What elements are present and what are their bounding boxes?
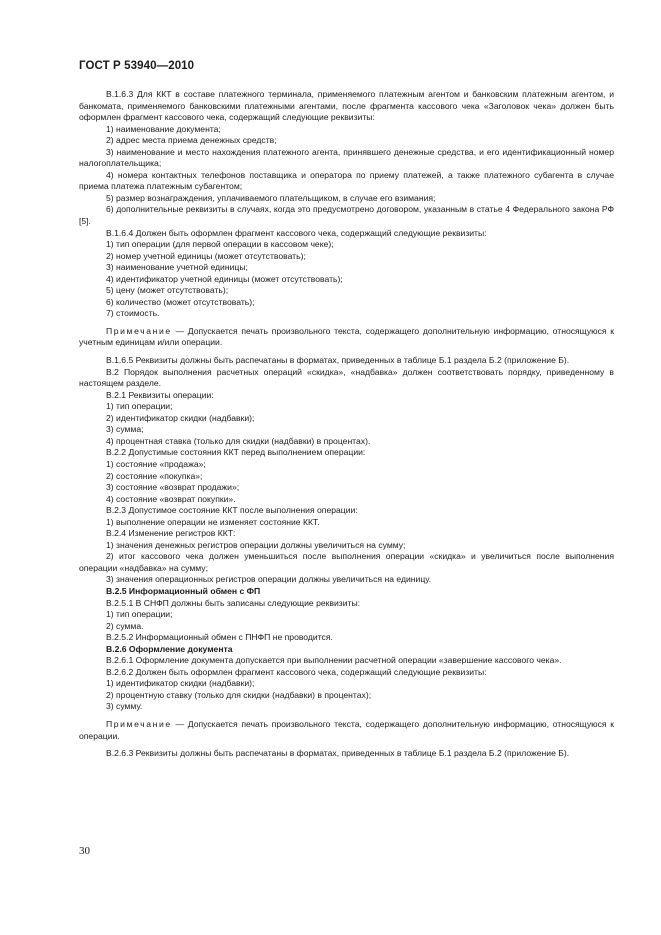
list-item: 1) идентификатор скидки (надбавки); (106, 678, 255, 689)
list-item: 2) состояние «покупка»; (106, 470, 203, 481)
document-body (79, 89, 614, 760)
list-item: 2) итог кассового чека должен уменьшиться после выполнения операции «скидка» и увеличиться после выполнения операции «надбавка» на сумму; (79, 551, 614, 573)
list-item: 3) значения операционных регистров операции должны увеличиться на единицу. (106, 574, 432, 585)
list-item: 4) идентификатор учетной единицы (может отсутствовать); (106, 273, 343, 284)
paragraph: В.2.6.3 Реквизиты должны быть распечатаны в форматах, приведенных в таблице Б.1 раздела Б.2 (приложение Б). (106, 748, 570, 759)
paragraph: В.2.1 Реквизиты операции: (106, 389, 214, 400)
page-number: 30 (79, 845, 90, 857)
note-text: — Допускается печать произвольного текста, содержащего дополнительную информацию, относящуюся к учетным единицам и/или операции. (79, 325, 614, 348)
paragraph: В.2.6.2 Должен быть оформлен фрагмент кассового чека, содержащий следующие реквизиты: (106, 666, 487, 677)
list-item: 3) состояние «возврат продажи»; (106, 482, 240, 493)
list-item: 2) номер учетной единицы (может отсутствовать); (106, 250, 306, 261)
note-text: — Допускается печать произвольного текста, содержащего дополнительную информацию, относящуюся к операции. (79, 718, 614, 741)
list-item: 2) идентификатор скидки (надбавки); (106, 412, 255, 423)
list-item: 6) количество (может отсутствовать); (106, 296, 255, 307)
paragraph: В.2.5.2 Информационный обмен с ПНФП не проводится. (106, 632, 333, 643)
list-item: 1) наименование документа; (106, 123, 221, 134)
note-label: Примечание (106, 718, 172, 729)
list-item: 5) размер вознаграждения, уплачиваемого плательщиком, в случае его взимания; (106, 192, 436, 203)
paragraph: В.2.4 Изменение регистров ККТ: (106, 528, 236, 539)
note-label: Примечание (106, 325, 172, 336)
paragraph: В.2.5.1 В СНФП должны быть записаны следующие реквизиты: (106, 597, 361, 608)
section-heading: В.2.6 Оформление документа (106, 643, 233, 654)
list-item: 6) дополнительные реквизиты в случаях, когда это предусмотрено договором, указанным в статье 4 Федерального закона РФ [5]. (79, 204, 614, 227)
list-item: 3) сумму. (106, 701, 143, 712)
list-item: 2) процентную ставку (только для скидки (надбавки) в процентах); (106, 689, 372, 700)
document-header: ГОСТ Р 53940—2010 (79, 60, 195, 72)
list-item: 2) адрес места приема денежных средств; (106, 135, 277, 146)
paragraph: В.2.2 Допустимые состояния ККТ перед выполнением операции: (106, 447, 366, 458)
paragraph: В.1.6.5 Реквизиты должны быть распечатаны в форматах, приведенных в таблице Б.1 раздела Б.2 (приложение Б). (106, 355, 570, 366)
section-heading: В.2.5 Информационный обмен с ФП (106, 585, 261, 596)
list-item: 5) цену (может отсутствовать); (106, 285, 229, 296)
list-item: 4) номера контактных телефонов поставщика и оператора по приему платежей, а также платежного субагента в случае приема платежа платежным субагентом; (79, 169, 614, 192)
list-item: 1) тип операции; (106, 609, 173, 620)
paragraph: В.1.6.3 Для ККТ в составе платежного терминала, применяемого платежным агентом и банковским платежным агентом, и банкомата, применяемого банковскими платежными агентами, после фрагмента кассового чека «Заголовок чека» должен быть оформлен фрагмент кассового чека, содержащий следующие реквизиты: (79, 89, 614, 123)
list-item: 1) тип операции (для первой операции в кассовом чеке); (106, 239, 334, 250)
list-item: 3) наименование учетной единицы; (106, 262, 248, 273)
paragraph: В.1.6.4 Должен быть оформлен фрагмент кассового чека, содержащий следующие реквизиты: (106, 227, 487, 238)
list-item: 1) выполнение операции не изменяет состояние ККТ. (106, 516, 320, 527)
list-item: 1) значения денежных регистров операции должны увеличиться на сумму; (106, 539, 406, 550)
paragraph: В.2.6.1 Оформление документа допускается при выполнении расчетной операции «завершение кассового чека». (106, 655, 562, 666)
note (79, 719, 614, 742)
list-item: 1) состояние «продажа»; (106, 458, 206, 469)
note (79, 326, 614, 349)
paragraph: В.2.3 Допустимое состояние ККТ после выполнения операции: (106, 505, 358, 516)
list-item: 4) состояние «возврат покупки». (106, 493, 236, 504)
list-item: 1) тип операции; (106, 401, 173, 412)
list-item: 4) процентная ставка (только для скидки (надбавки) в процентах). (106, 435, 371, 446)
paragraph: В.2 Порядок выполнения расчетных операций «скидка», «надбавка» должен соответствовать порядку, приведенному в настоящем разделе. (79, 366, 614, 389)
list-item: 3) сумма; (106, 424, 144, 435)
list-item: 7) стоимость. (106, 308, 160, 319)
list-item: 3) наименование и место нахождения платежного агента, принявшего денежные средства, и его идентификационный номер налогоплательщика; (79, 146, 614, 169)
list-item: 2) сумма. (106, 620, 144, 631)
